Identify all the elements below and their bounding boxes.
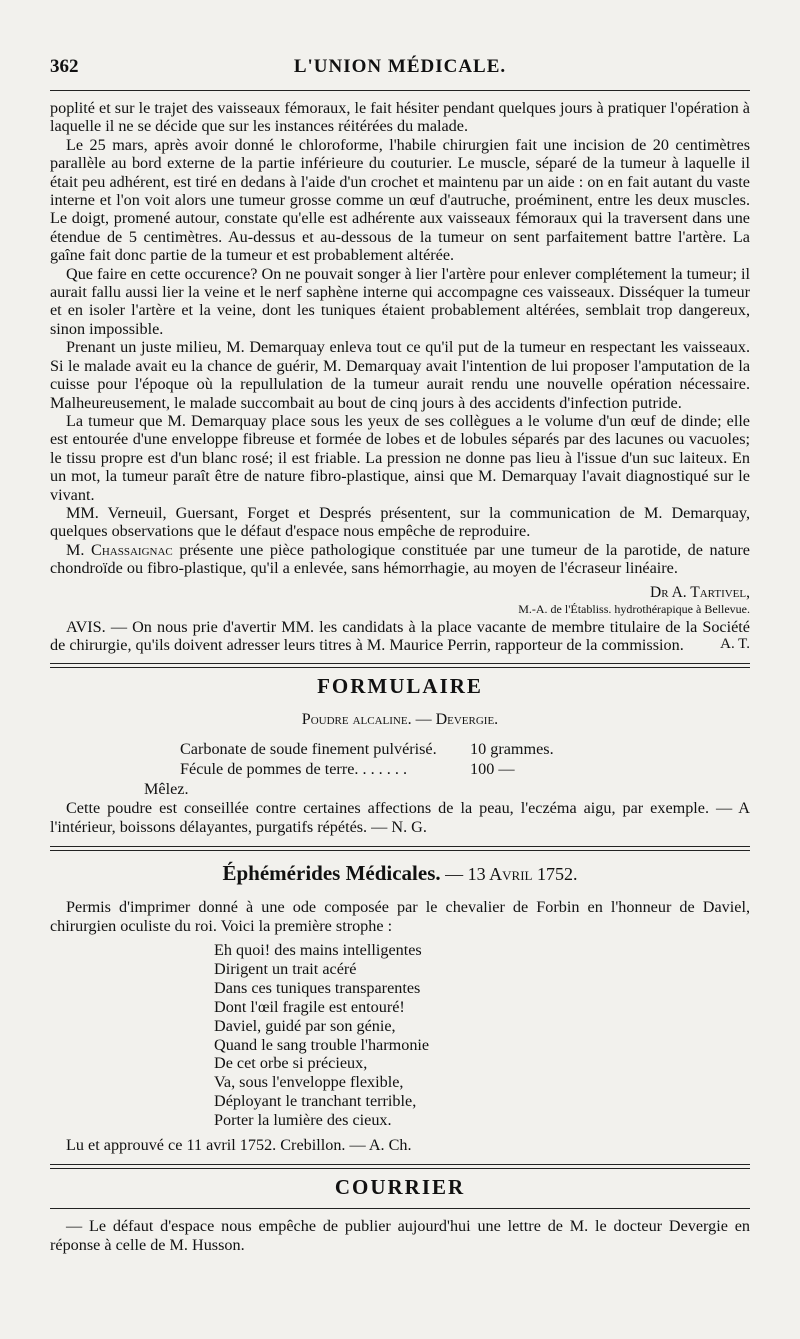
ephemerides-heading [50, 861, 750, 886]
poem-verse: Va, sous l'enveloppe flexible, [214, 1073, 404, 1092]
poem-verse: Dans ces tuniques transparentes [214, 978, 421, 997]
ephemerides-date: — 13 Avril 1752. [440, 864, 578, 885]
ingredient-name: Carbonate de soude finement pulvérisé. [180, 740, 437, 759]
poem-strophe [214, 941, 750, 1130]
poem-verse: Porter la lumière des cieux. [214, 1111, 392, 1130]
formulaire-subtitle: Poudre alcaline. — Devergie. [301, 711, 499, 729]
avis-signature: A. T. [720, 636, 750, 653]
paragraph-1: poplité et sur le trajet des vaisseaux fémoraux, le fait hésiter pendant quelques jours à pratiquer l'opération à laquelle il ne se décide que sur les instances réitérées du malade. [50, 99, 750, 136]
poem-verse: De cet orbe si précieux, [214, 1054, 368, 1073]
article-body [50, 99, 750, 653]
paragraph-3: Que faire en cette occurence? On ne pouvait songer à lier l'artère pour enlever complétement la tumeur; il aurait fallu aussi lier la veine et le nerf saphène interne qui accompagne ces vaisseaux. Disséquer la tumeur et en isoler l'artère et la veine, dont les tuniques étaient probablement altérées, semblait trop dangereux, sinon impossible. [50, 264, 750, 338]
section-divider [50, 846, 750, 851]
poem-verse: Quand le sang trouble l'harmonie [214, 1035, 430, 1054]
recipe-list [144, 739, 750, 799]
ephemerides-title: Éphémérides Médicales. [222, 861, 441, 886]
poem-verse: Daviel, guidé par son génie, [214, 1016, 396, 1035]
chassaignac-name: M. Chassaignac [66, 540, 173, 559]
header-rule [50, 90, 750, 91]
paragraph-6: MM. Verneuil, Guersant, Forget et Després présentent, sur la communication de M. Demarquay, quelques observations que le défaut d'espace nous empêche de reproduire. [50, 503, 750, 541]
paragraph-2: Le 25 mars, après avoir donné le chloroforme, l'habile chirurgien fait une incision de 20 centimètres parallèle au bord externe de la partie inférieure du couturier. Le muscle, séparé de la tumeur à laquelle il était peu adhérent, est tiré en dedans à l'aide d'un crochet et maintenu par un aide : on en fait autant du vaste interne et l'on voit alors une tumeur grosse comme un œuf d'autruche, proéminent, entre les deux muscles. Le doigt, promené autour, constate qu'elle est adhérente aux vaisseaux fémoraux qui la traversent dans une étendue de 5 centimètres. Au-dessus et au-dessous de la tumeur on sent parfaitement battre l'artère. La gaîne fait donc partie de la tumeur et est probablement altérée. [50, 135, 750, 265]
signature-name: Dr A. Tartivel, [650, 583, 750, 601]
signature-title: M.-A. de l'Établiss. hydrothérapique à Bellevue. [518, 601, 750, 616]
ephemerides-approval: Lu et approuvé ce 11 avril 1752. Crebillon. — A. Ch. [66, 1136, 412, 1155]
ephemerides-intro: Permis d'imprimer donné à une ode composée par le chevalier de Forbin en l'honneur de Daviel, chirurgien oculiste du roi. Voici la première strophe : [50, 898, 750, 935]
poem-verse: Déployant le tranchant terrible, [214, 1092, 417, 1111]
poem-verse: Eh quoi! des mains intelligentes [214, 941, 422, 959]
section-divider [50, 1164, 750, 1169]
paragraph-4: Prenant un juste milieu, M. Demarquay enleva tout ce qu'il put de la tumeur en respectant les vaisseaux. Si le malade avait eu la chance de guérir, M. Demarquay avait l'intention de lui proposer l'amputation de la cuisse pour l'époque où la repullulation de la tumeur aurait rendu une nouvelle opération nécessaire. Malheureusement, le malade succombait au bout de cinq jours à des accidents d'infection putride. [50, 338, 750, 412]
journal-title: L'UNION MÉDICALE. [293, 56, 507, 77]
paragraph-7-text: présente une pièce pathologique constituée par une tumeur de la parotide, de nature chondroïde ou fibro-plastique, qu'il a enlevée, sans hémorrhagie, au moyen de l'écraseur linéaire. [50, 540, 750, 578]
ingredient-quantity: 100 — [470, 760, 515, 779]
courrier-title: COURRIER [334, 1175, 466, 1200]
signature [50, 584, 750, 618]
formulaire-section [50, 674, 750, 836]
formulaire-note: Cette poudre est conseillée contre certaines affections de la peau, l'eczéma aigu, par exemple. — A l'intérieur, boissons délayantes, purgatifs répétés. — N. G. [50, 799, 750, 836]
paragraph-5: La tumeur que M. Demarquay place sous les yeux de ses collègues a le volume d'un œuf de dinde; elle est entourée d'une enveloppe fibreuse et formée de lobes et de lobules séparés par des lacunes ou vacuoles; le tissu propre est d'un blanc rosé; il est friable. La pression ne donne pas lieu à l'issue d'un suc laiteux. En un mot, la tumeur paraît être de nature fibro-plastique, ainsi que M. Demarquay l'avait diagnostiqué sur le vivant. [50, 411, 750, 504]
ephemerides-section [50, 861, 750, 1154]
poem-verse: Dont l'œil fragile est entouré! [214, 997, 405, 1016]
recipe-row [180, 759, 750, 779]
courrier-section [50, 1175, 750, 1254]
formulaire-title: FORMULAIRE [317, 674, 483, 699]
poem-verse: Dirigent un trait acéré [214, 959, 357, 978]
melez-instruction: Mêlez. [144, 780, 189, 799]
section-divider [50, 663, 750, 668]
running-head [50, 56, 750, 84]
page-number: 362 [50, 56, 79, 77]
courrier-text: — Le défaut d'espace nous empêche de publier aujourd'hui une lettre de M. le docteur Devergie en réponse à celle de M. Husson. [50, 1217, 750, 1254]
ingredient-name: Fécule de pommes de terre. . . . . . . [180, 760, 408, 779]
paragraph-7 [50, 541, 750, 578]
recipe-row [180, 739, 750, 759]
courrier-rule [50, 1208, 750, 1209]
ingredient-quantity: 10 grammes. [470, 740, 554, 759]
avis-paragraph: AVIS. — On nous prie d'avertir MM. les candidats à la place vacante de membre titulaire de la Société de chirurgie, qu'ils doivent adresser leurs titres à M. Maurice Perrin, rapporteur de la commission. [50, 617, 750, 654]
